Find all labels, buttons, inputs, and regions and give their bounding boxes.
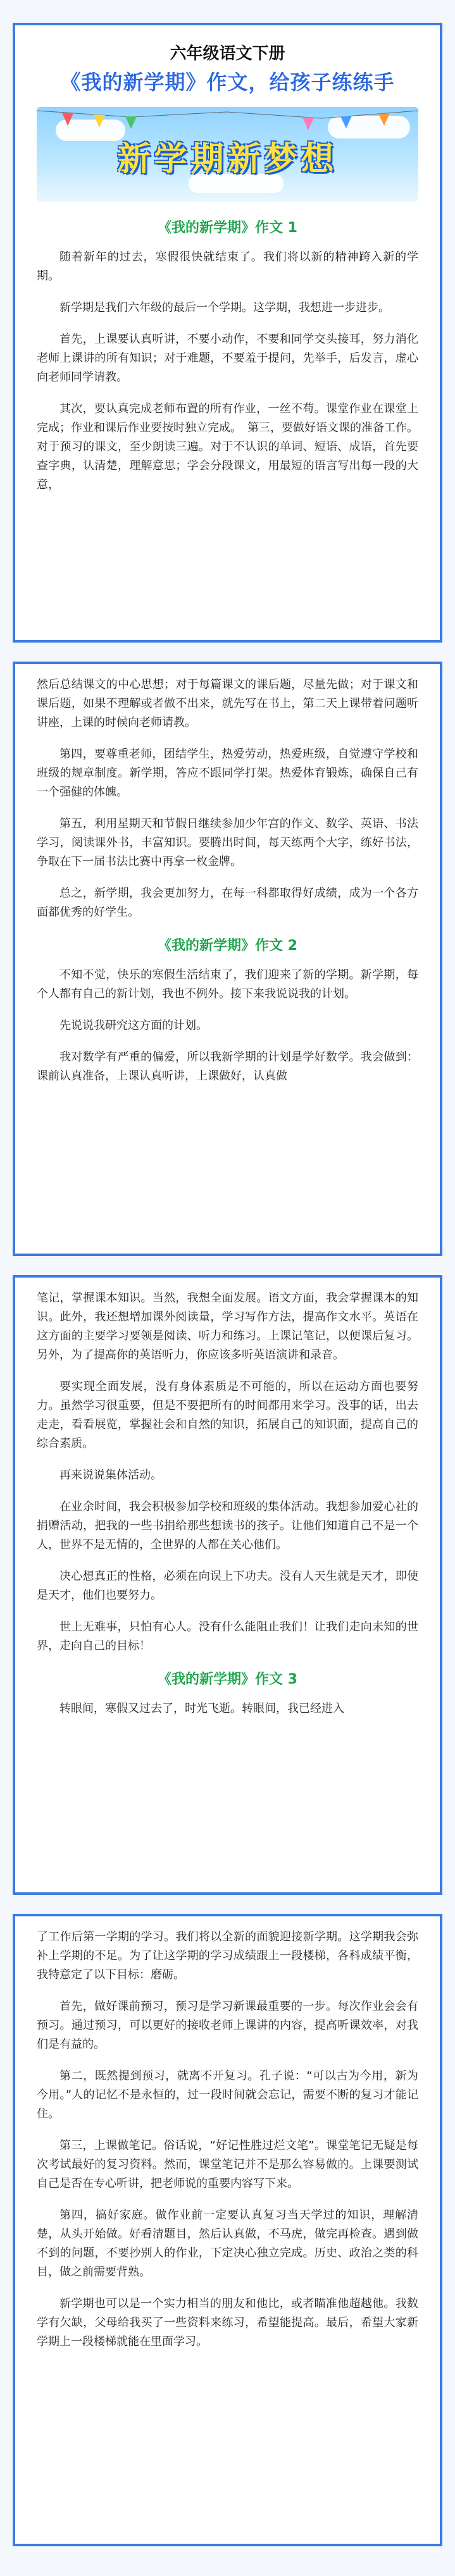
paragraph: 笔记，掌握课本知识。当然，我想全面发展。语文方面，我会掌握课本的知识。此外，我还想增加课外阅读量，学习写作方法，提高作文水平。英语在这方面的主要学习要领是阅读、听力和练习。上课记笔记，以便课后复习。另外，为了提高你的英语听力，你应该多听英语演讲和录音。 <box>37 1291 418 1362</box>
paragraph: 新学期也可以是一个实力相当的朋友和他比，或者瞄准他超越他。我数学有欠缺，父母给我买了一些资料来练习，希望能提高。最后，希望大家新学期上一段楼梯就能在里面学习。 <box>37 2297 418 2348</box>
page-content <box>37 1928 418 2351</box>
paragraph: 要实现全面发展，没有身体素质是不可能的，所以在运动方面也要努力。虽然学习很重要，但是不要把所有的时间都用来学习。没事的话，出去走走，看看展览，掌握社会和自然的知识，拓展自己的知识面，提高自己的综合素质。 <box>37 1380 418 1450</box>
page-content <box>37 675 418 1086</box>
section-title: 《我的新学期》作文 2 <box>158 938 297 954</box>
paragraph: 新学期是我们六年级的最后一个学期。这学期，我想进一步进步。 <box>59 301 390 314</box>
paragraph: 转眼间，寒假又过去了，时光飞逝。转眼间，我已经进入 <box>59 1702 344 1715</box>
paragraph: 再来说说集体活动。 <box>59 1469 162 1482</box>
paragraph: 第四，要尊重老师，团结学生，热爱劳动，热爱班级，自觉遵守学校和班级的规章制度。新学期，答应不跟同学打架。热爱体育锻炼，确保自己有一个强健的体魄。 <box>37 748 418 799</box>
paragraph: 了工作后第一学期的学习。我们将以全新的面貌迎接新学期。这学期我会弥补上学期的不足。为了让这学期的学习成绩跟上一段楼梯，各科成绩平衡，我特意定了以下目标：磨砺。 <box>37 1930 418 1981</box>
paragraph: 第五，利用星期天和节假日继续参加少年宫的作文、数学、英语、书法学习，阅读课外书，丰富知识。要腾出时间，每天练两个大字，练好书法，争取在下一届书法比赛中再拿一枚金牌。 <box>37 817 418 868</box>
page-1 <box>13 23 442 643</box>
page-3 <box>13 1275 442 1895</box>
page-4 <box>13 1914 442 2546</box>
page-title: 六年级语文下册 <box>170 44 285 63</box>
section-title: 《我的新学期》作文 1 <box>158 220 297 236</box>
paragraph: 第三，上课做笔记。俗话说，“好记性胜过烂文笔”。课堂笔记无疑是每次考试最好的复习资料。然而，课堂笔记并不是那么容易做的。上课要测试自己是否在专心听讲，把老师说的重要内容写下来。 <box>37 2139 418 2190</box>
page-subtitle: 《我的新学期》作文，给孩子练练手 <box>60 70 395 94</box>
paragraph: 随着新年的过去，寒假很快就结束了。我们将以新的精神跨入新的学期。 <box>37 250 418 283</box>
paragraph: 不知不觉，快乐的寒假生活结束了，我们迎来了新的学期。新学期，每个人都有自己的新计划，我也不例外。接下来我说说我的计划。 <box>37 968 418 1001</box>
paragraph: 首先，做好课前预习，预习是学习新课最重要的一步。每次作业会会有预习。通过预习，可以更好的接收老师上课讲的内容，提高听课效率，对我们是有益的。 <box>37 2000 418 2051</box>
paragraph: 然后总结课文的中心思想；对于每篇课文的课后题，尽量先做；对于课文和课后题，如果不理解或者做不出来，就先写在书上，第二天上课带着问题听讲座，上课的时候向老师请教。 <box>37 678 418 729</box>
paragraph: 首先，上课要认真听讲，不要小动作，不要和同学交头接耳，努力消化老师上课讲的所有知识；对于难题，不要羞于提问，先举手，后发言，虚心向老师同学请教。 <box>37 333 418 384</box>
banner-text: 新学期新梦想 <box>117 140 338 178</box>
banner-image <box>37 107 418 202</box>
page-2 <box>13 662 442 1256</box>
paragraph: 在业余时间，我会积极参加学校和班级的集体活动。我想参加爱心社的捐赠活动，把我的一些书捐给那些想读书的孩子。让他们知道自己不是一个人，世界不是无情的，全世界的人都在关心他们。 <box>37 1500 418 1551</box>
paragraph: 决心想真正的性格，必须在向误上下功夫。没有人天生就是天才，即使是天才，他们也要努力。 <box>37 1570 418 1602</box>
page-content <box>37 1289 418 1718</box>
paragraph: 我对数学有严重的偏爱，所以我新学期的计划是学好数学。我会做到：课前认真准备，上课认真听讲，上课做好，认真做 <box>37 1051 418 1083</box>
paragraph: 其次，要认真完成老师布置的所有作业，一丝不苟。课堂作业在课堂上完成；作业和课后作业要按时独立完成。 第三，要做好语文课的准备工作。对于预习的课文，至少朗读三遍。对于不认识的单词、短语、成语，首先要查字典，认清楚，理解意思；学会分段课文，用最短的语言写出每一段的大意， <box>37 402 418 491</box>
paragraph: 第二，既然提到预习，就离不开复习。孔子说：“可以古为今用，新为今用。”人的记忆不是永恒的，过一段时间就会忘记，需要不断的复习才能记住。 <box>37 2069 418 2121</box>
page-content <box>37 217 418 495</box>
paragraph: 世上无难事，只怕有心人。没有什么能阻止我们！让我们走向未知的世界，走向自己的目标！ <box>37 1620 418 1653</box>
paragraph: 先说说我研究这方面的计划。 <box>59 1019 208 1032</box>
bunting-flags-icon <box>37 107 418 132</box>
section-title: 《我的新学期》作文 3 <box>158 1672 297 1687</box>
paragraph: 第四，搞好家庭。做作业前一定要认真复习当天学过的知识，理解清楚，从头开始做。好看清题目，然后认真做，不马虎，做完再检查。遇到做不到的问题，不要抄别人的作业，下定决心独立完成。历史、政治之类的科目，做之前需要背熟。 <box>37 2209 418 2279</box>
paragraph: 总之，新学期，我会更加努力，在每一科都取得好成绩，成为一个各方面都优秀的好学生。 <box>37 887 418 919</box>
